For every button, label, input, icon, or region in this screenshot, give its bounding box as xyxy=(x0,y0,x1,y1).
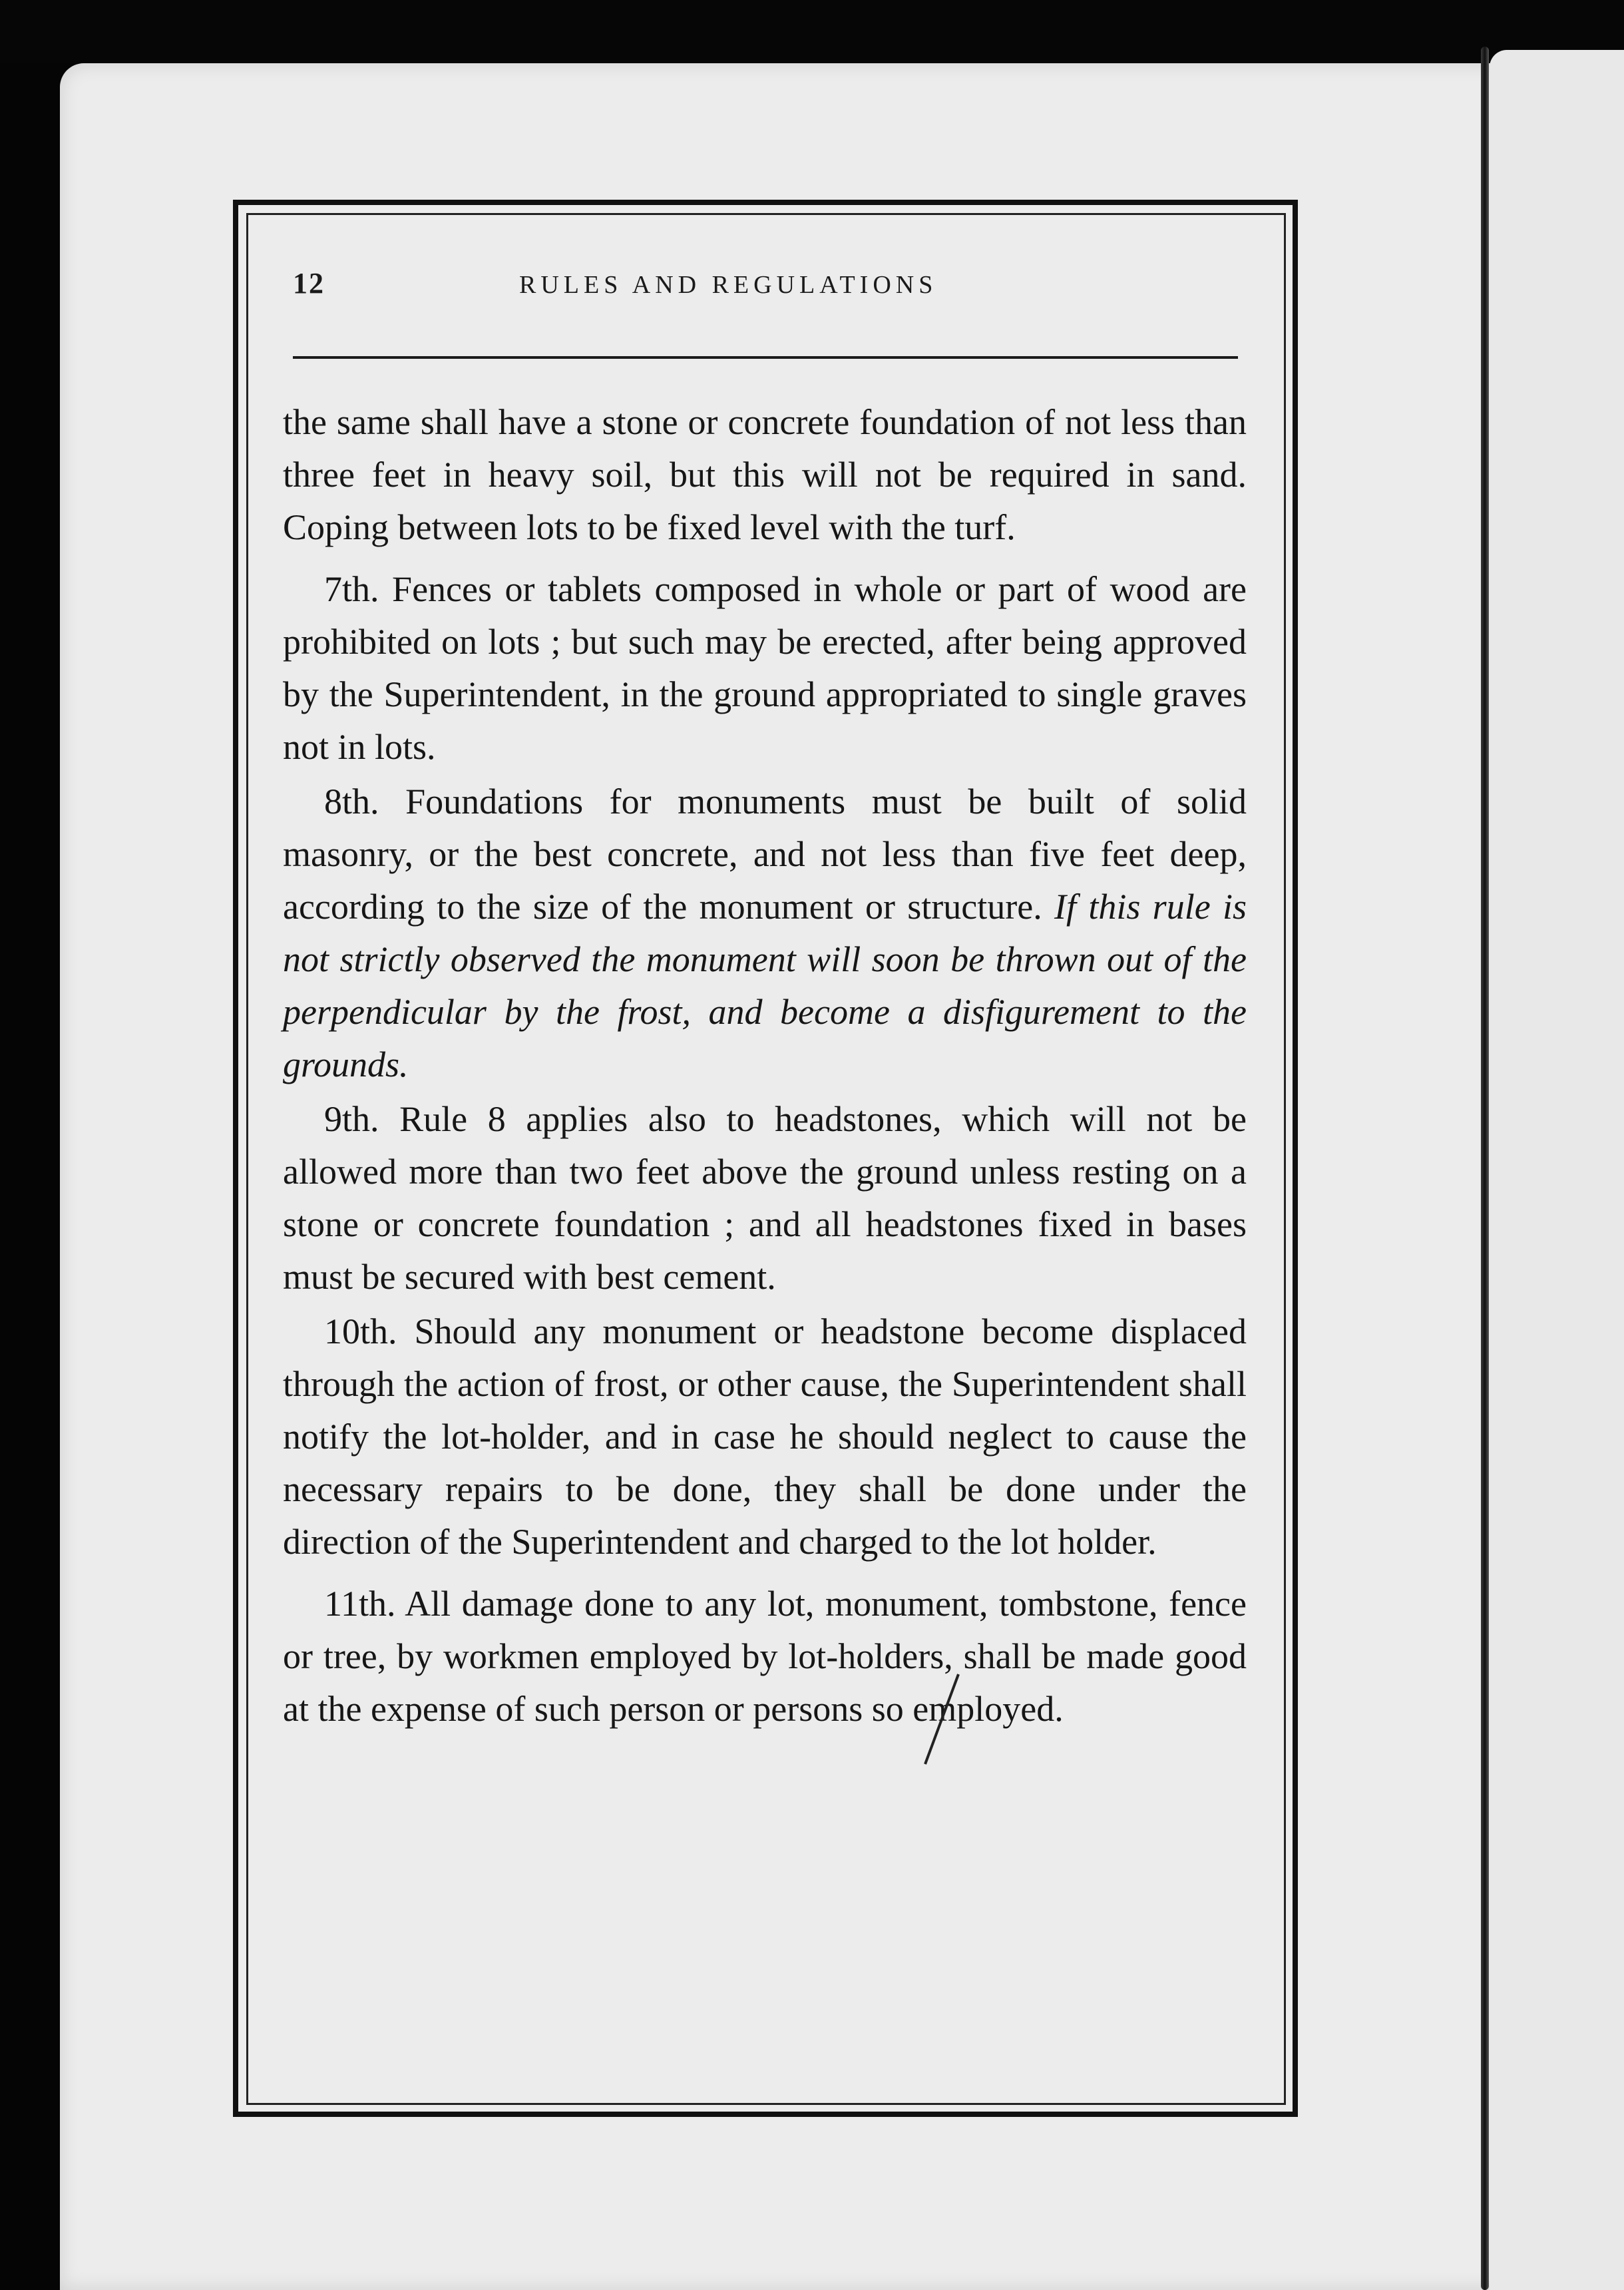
rule-8-paragraph xyxy=(283,776,1247,1091)
rule-11-paragraph: 11th. All damage done to any lot, monument, tombstone, fence or tree, by workmen employed by lot-holders, shall be made good at the expense of such person or persons so employed. xyxy=(283,1584,1247,1729)
header-rule xyxy=(293,356,1238,359)
page-number: 12 xyxy=(293,267,325,300)
body-text xyxy=(283,396,1247,1737)
rule-10-paragraph: 10th. Should any monument or headstone become displaced through the action of frost, or other cause, the Superintendent shall notify the lot-holder, and in case he should neglect to cause the necessary repairs to be done, they shall be done under the direction of the Superintendent and charged to the lot holder. xyxy=(283,1311,1247,1562)
rule-9-paragraph: 9th. Rule 8 applies also to headstones, which will not be allowed more than two feet above the ground unless resting on a stone or concrete foundation ; and all headstones fixed in bases must be secured with best cement. xyxy=(283,1099,1247,1297)
rule-7-paragraph: 7th. Fences or tablets composed in whole or part of wood are prohibited on lots ; but such may be erected, after being approved by the Superintendent, in the ground appropriated to single graves not in lots. xyxy=(283,569,1247,767)
rule-8-text: 8th. Foundations for monuments must be built of solid masonry, or the best concrete, and not less than five feet deep, according to the size of the monument or structure. xyxy=(283,782,1247,927)
running-head xyxy=(280,266,1251,313)
scan-top-edge xyxy=(0,0,1624,63)
rule-8-italic-note: If this rule is not strictly observed the monument will soon be thrown out of the perpendicular by the frost, and become a disfigurement to the grounds. xyxy=(283,887,1247,1084)
page-fold xyxy=(1481,47,1489,2290)
continuation-paragraph: the same shall have a stone or concrete foundation of not less than three feet in heavy soil, but this will not be required in sand. Coping between lots to be fixed level with the turf. xyxy=(283,402,1247,547)
stray-pen-mark xyxy=(912,1671,965,1771)
facing-page-edge xyxy=(1490,50,1624,2290)
running-title: RULES AND REGULATIONS xyxy=(519,271,938,299)
